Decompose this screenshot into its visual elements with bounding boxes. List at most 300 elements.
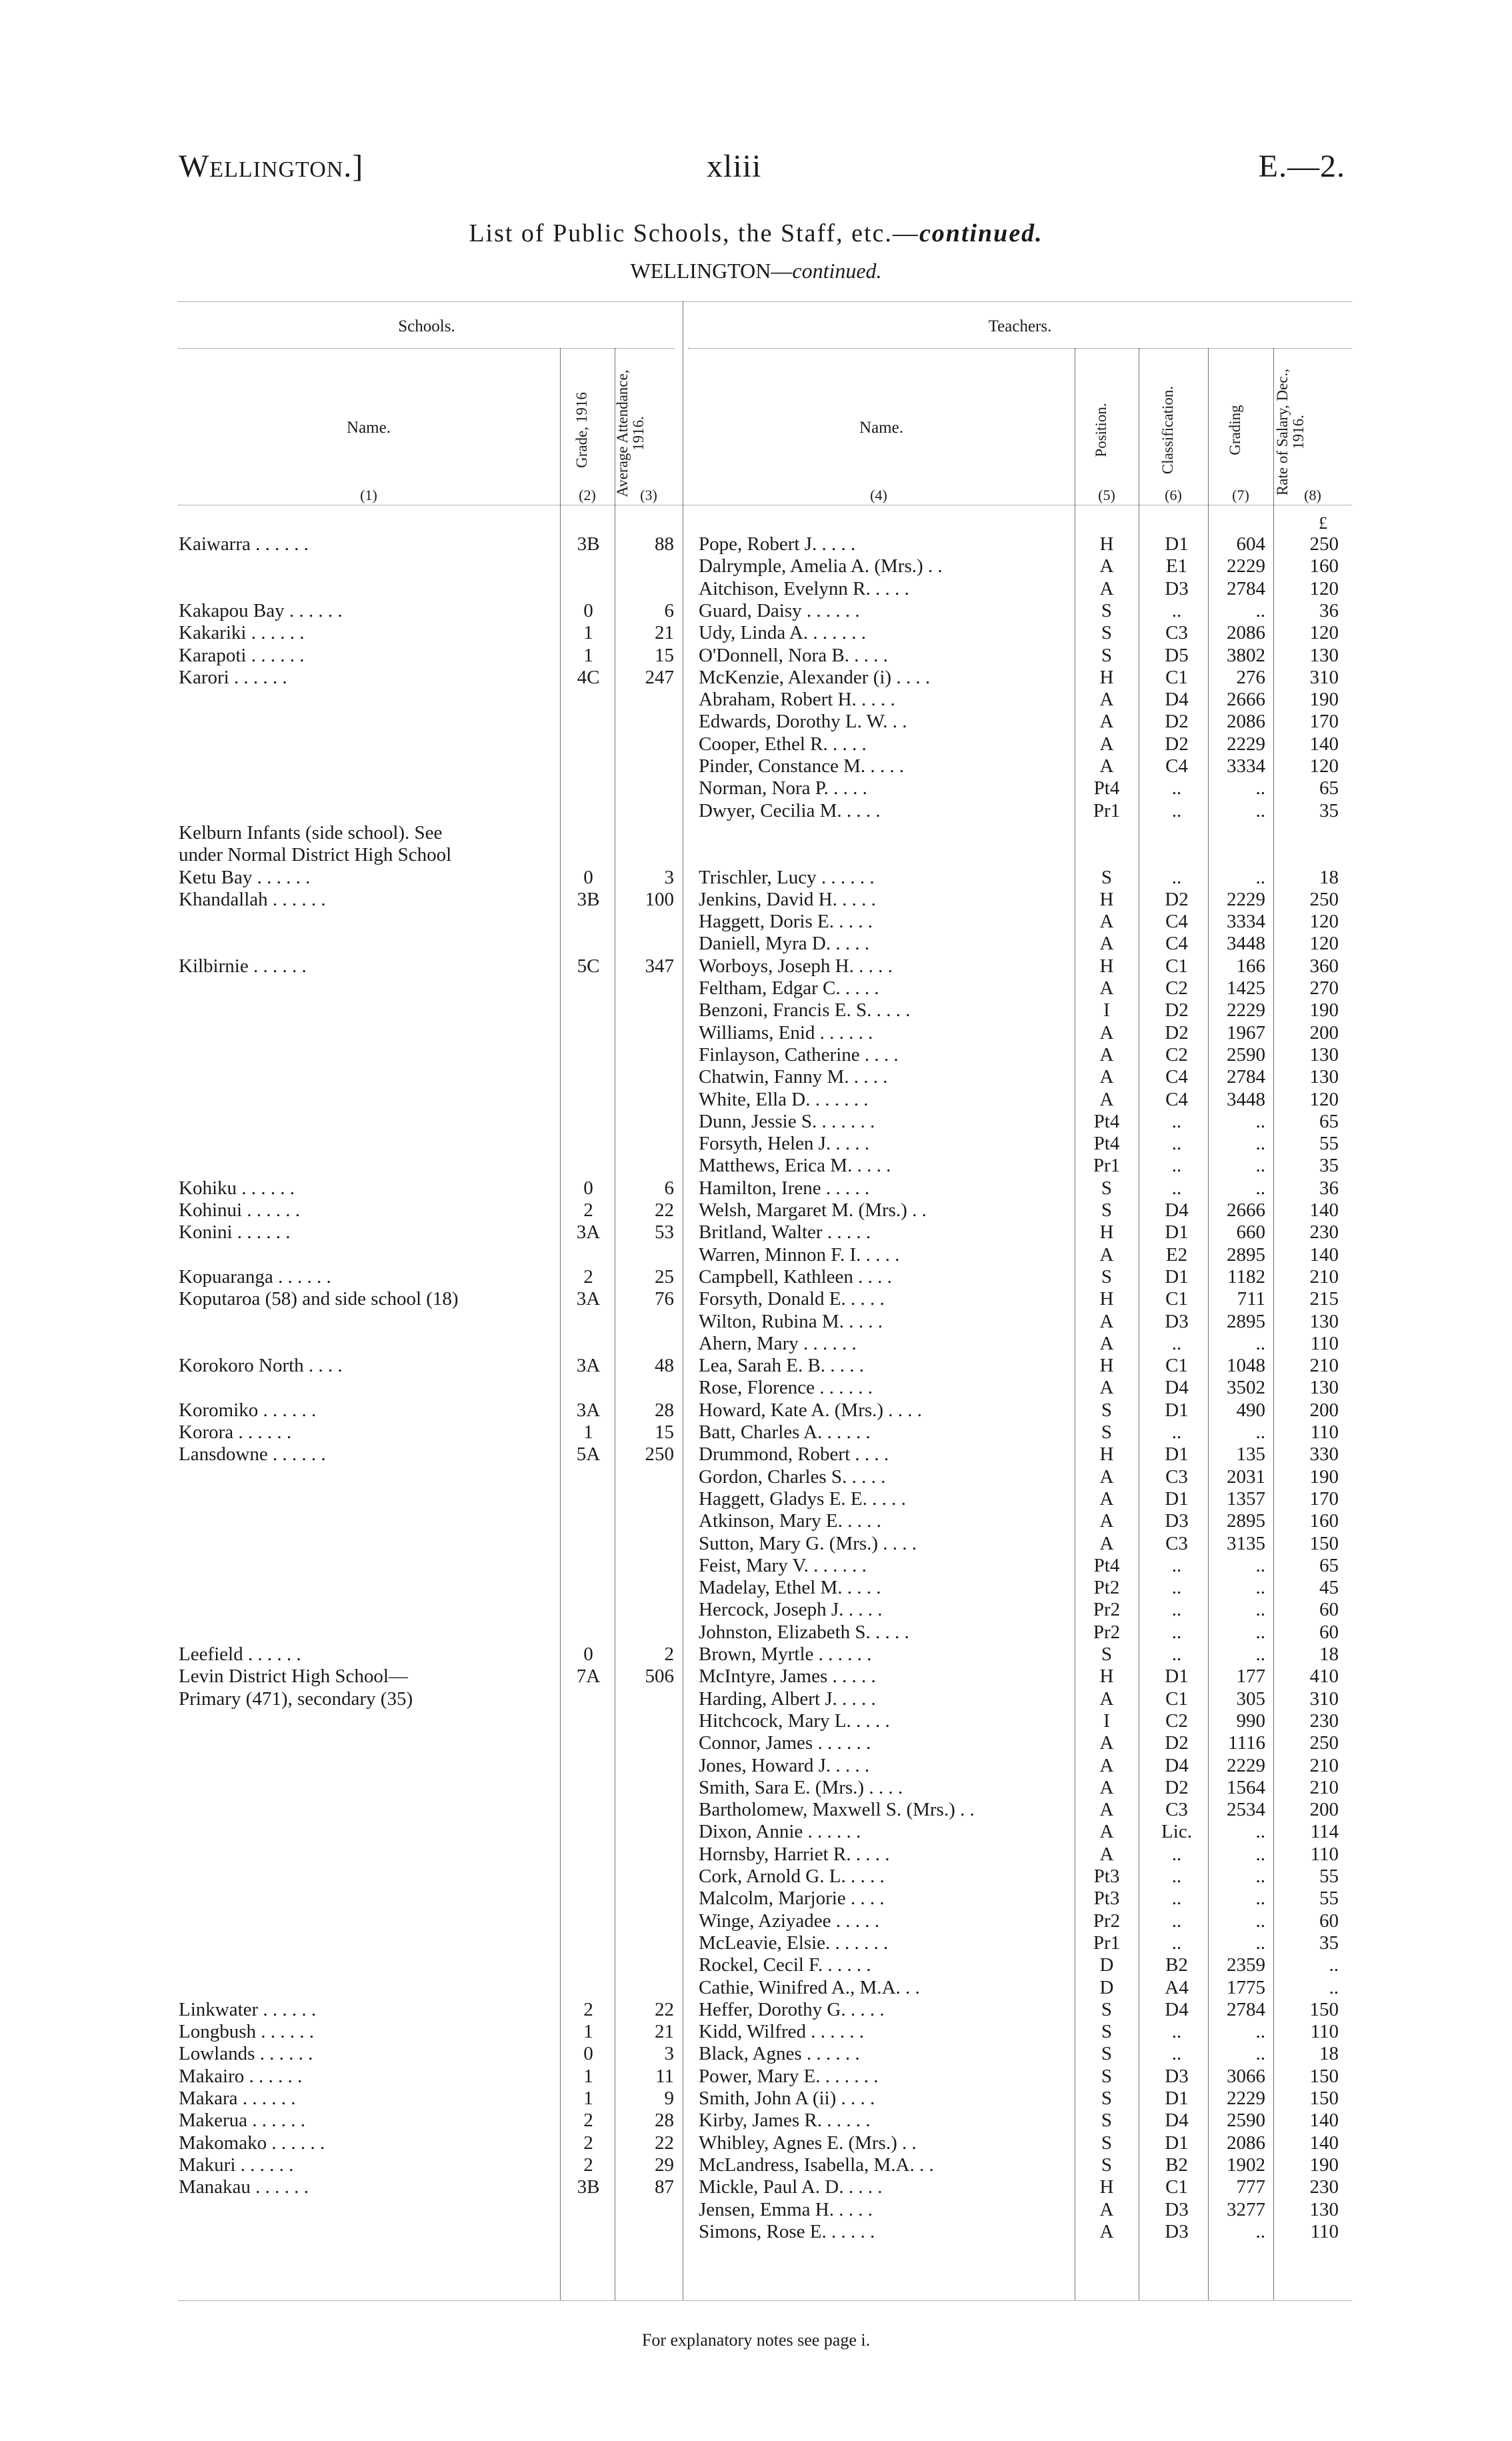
cell-classification: .. [1171, 2043, 1182, 2065]
cell-grading: 2031 [1227, 1466, 1265, 1488]
table-row [0, 1644, 1512, 1666]
cell-teacher-name: Warren, Minnon F. I. . . . . [699, 1244, 900, 1266]
cell-salary: 140 [1309, 2110, 1339, 2132]
cell-teacher-name: Feltham, Edgar C. . . . . [699, 977, 879, 999]
cell-salary: 120 [1309, 911, 1339, 933]
table-row [0, 844, 1512, 866]
cell-teacher-name: Haggett, Gladys E. E. . . . . [699, 1488, 906, 1510]
table-row [0, 1333, 1512, 1355]
cell-grading: 2229 [1227, 2088, 1265, 2109]
cell-position: A [1099, 1088, 1114, 1110]
cell-attendance: 6 [664, 1177, 674, 1199]
cell-position: A [1099, 2220, 1114, 2242]
cell-salary: 250 [1309, 888, 1339, 910]
cell-grading: .. [1255, 1554, 1265, 1576]
cell-position: Pt4 [1093, 777, 1120, 799]
cell-classification: D4 [1165, 1998, 1189, 2020]
cell-grading: 1967 [1227, 1021, 1265, 1043]
cell-grading: .. [1255, 1910, 1265, 1932]
cell-classification: .. [1171, 799, 1182, 821]
table-row [0, 1244, 1512, 1266]
cell-grade: 0 [583, 1177, 593, 1199]
table-row [0, 1222, 1512, 1244]
subtitle-main: WELLINGTON— [630, 259, 793, 283]
cell-teacher-name: Williams, Enid . . . . . . [699, 1021, 873, 1043]
cell-position: A [1099, 1843, 1114, 1865]
cell-teacher-name: Kidd, Wilfred . . . . . . [699, 2021, 864, 2043]
cell-position: S [1101, 1177, 1113, 1199]
cell-teacher-name: Hercock, Joseph J. . . . . [699, 1599, 883, 1621]
cell-salary: 210 [1309, 1355, 1339, 1377]
table-row [0, 1288, 1512, 1310]
cell-position: A [1099, 1821, 1114, 1843]
cell-teacher-name: Whibley, Agnes E. (Mrs.) . . [699, 2132, 917, 2154]
cell-salary: 130 [1309, 644, 1339, 666]
table-row [0, 1422, 1512, 1444]
cell-grading: 135 [1236, 1444, 1265, 1466]
cell-grade: 2 [583, 2110, 593, 2132]
teachers-group-rule [688, 348, 1352, 349]
cell-classification: D4 [1165, 2110, 1189, 2132]
cell-grading: 2590 [1227, 2110, 1265, 2132]
cell-teacher-name: Power, Mary E. . . . . . . [699, 2065, 879, 2087]
cell-grading: 2666 [1227, 1199, 1265, 1221]
cell-school-name: Makuri . . . . . . [179, 2154, 294, 2176]
cell-teacher-name: Pinder, Constance M. . . . . [699, 755, 905, 777]
cell-classification: D1 [1165, 1266, 1189, 1288]
cell-grading: 1116 [1228, 1732, 1265, 1754]
cell-classification: Lic. [1161, 1821, 1192, 1843]
cell-teacher-name: McKenzie, Alexander (i) . . . . [699, 666, 931, 688]
cell-grading: 3135 [1227, 1532, 1265, 1554]
cell-teacher-name: Jones, Howard J. . . . . [699, 1754, 870, 1776]
cell-teacher-name: Madelay, Ethel M. . . . . [699, 1577, 881, 1599]
cell-teacher-name: Rose, Florence . . . . . . [699, 1377, 873, 1399]
cell-grading: 3448 [1227, 933, 1265, 955]
cell-salary: 120 [1309, 577, 1339, 599]
cell-attendance: 347 [645, 955, 674, 977]
table-row [0, 1466, 1512, 1488]
cell-salary: 150 [1309, 2088, 1339, 2109]
cell-classification: B2 [1165, 1954, 1188, 1976]
cell-teacher-name: Forsyth, Donald E. . . . . [699, 1288, 885, 1310]
cell-position: A [1099, 1043, 1114, 1065]
page-title [0, 219, 1512, 248]
cell-salary: 60 [1319, 1599, 1339, 1621]
cell-position: Pt4 [1093, 1554, 1120, 1576]
cell-salary: 140 [1309, 733, 1339, 755]
cell-grading: 1902 [1227, 2154, 1265, 2176]
table-row [0, 2176, 1512, 2198]
table-row [0, 933, 1512, 955]
cell-grading: .. [1255, 1888, 1265, 1910]
table-row [0, 911, 1512, 933]
cell-school-name: Konini . . . . . . [179, 1222, 291, 1244]
table-row [0, 955, 1512, 977]
cell-attendance: 506 [645, 1666, 674, 1688]
cell-classification: .. [1171, 599, 1182, 621]
table-row [0, 711, 1512, 733]
cell-position: S [1101, 1399, 1113, 1421]
cell-position: H [1099, 533, 1114, 555]
classification-header: Classification. [1159, 385, 1176, 475]
cell-teacher-name: Worboys, Joseph H. . . . . [699, 955, 893, 977]
cell-school-name: Makara . . . . . . [179, 2088, 296, 2109]
cell-position: S [1101, 1644, 1113, 1665]
cell-teacher-name: Ahern, Mary . . . . . . [699, 1332, 857, 1354]
cell-grade: 0 [583, 866, 593, 888]
cell-classification: D1 [1165, 2132, 1189, 2154]
table-row [0, 533, 1512, 555]
table-row [0, 1177, 1512, 1199]
table-row [0, 755, 1512, 777]
cell-grading: 2359 [1227, 1954, 1265, 1976]
cell-classification: C4 [1165, 755, 1188, 777]
cell-teacher-name: Dwyer, Cecilia M. . . . . [699, 799, 881, 821]
cell-position: H [1099, 1222, 1114, 1244]
cell-classification: D2 [1165, 1021, 1189, 1043]
cell-grading: 2229 [1227, 999, 1265, 1021]
cell-salary: 360 [1309, 955, 1339, 977]
cell-attendance: 22 [655, 1199, 674, 1221]
table-row [0, 1022, 1512, 1044]
cell-teacher-name: Connor, James . . . . . . [699, 1732, 871, 1754]
cell-attendance: 6 [664, 599, 674, 621]
cell-salary: 55 [1319, 1888, 1339, 1910]
cell-teacher-name: Simons, Rose E. . . . . . [699, 2220, 875, 2242]
cell-classification: A4 [1165, 1976, 1189, 1998]
table-row [0, 1355, 1512, 1377]
cell-salary: 230 [1309, 1222, 1339, 1244]
cell-grading: 177 [1236, 1666, 1265, 1688]
cell-grading: .. [1255, 799, 1265, 821]
cell-school-name: Koputaroa (58) and side school (18) [179, 1288, 459, 1310]
table-row [0, 2154, 1512, 2176]
table-row [0, 622, 1512, 644]
cell-grading: .. [1255, 866, 1265, 888]
cell-position: A [1099, 1732, 1114, 1754]
cell-teacher-name: Finlayson, Catherine . . . . [699, 1043, 899, 1065]
cell-attendance: 22 [655, 2132, 674, 2154]
cell-salary: 150 [1309, 1998, 1339, 2020]
cell-teacher-name: Johnston, Elizabeth S. . . . . [699, 1621, 909, 1643]
cell-classification: C4 [1165, 1088, 1188, 1110]
cell-school-name: under Normal District High School [179, 844, 452, 866]
cell-classification: D1 [1165, 1666, 1189, 1688]
salary-header: Rate of Salary, Dec., 1916. [1274, 368, 1307, 496]
table-row [0, 2066, 1512, 2088]
cell-position: Pr1 [1093, 1155, 1121, 1177]
cell-attendance: 48 [655, 1355, 674, 1377]
cell-grade: 3B [577, 888, 600, 910]
cell-classification: D2 [1165, 1776, 1189, 1798]
table-row [0, 1111, 1512, 1133]
cell-teacher-name: Haggett, Doris E. . . . . [699, 911, 873, 933]
cell-salary: 250 [1309, 533, 1339, 555]
cell-salary: 330 [1309, 1444, 1339, 1466]
table-row [0, 1622, 1512, 1644]
cell-salary: 36 [1319, 599, 1339, 621]
cell-grading: .. [1255, 599, 1265, 621]
cell-position: S [1101, 2021, 1113, 2043]
cell-grading: .. [1255, 1155, 1265, 1177]
cell-attendance: 247 [645, 666, 674, 688]
cell-salary: 140 [1309, 1199, 1339, 1221]
cell-salary: 120 [1309, 755, 1339, 777]
cell-position: S [1101, 2132, 1113, 2154]
cell-school-name: Lowlands . . . . . . [179, 2043, 313, 2065]
cell-attendance: 100 [645, 888, 674, 910]
cell-position: Pr1 [1093, 799, 1121, 821]
cell-teacher-name: Dalrymple, Amelia A. (Mrs.) . . [699, 555, 943, 577]
table-bottom-rule [179, 2300, 1352, 2301]
cell-grading: 3448 [1227, 1088, 1265, 1110]
grading-header: Grading [1227, 405, 1243, 455]
cell-grade: 5C [577, 955, 600, 977]
table-row [0, 889, 1512, 911]
cell-grade: 0 [583, 1644, 593, 1665]
cell-salary: 210 [1309, 1266, 1339, 1288]
cell-position: H [1099, 1444, 1114, 1466]
table-row [0, 977, 1512, 999]
table-row [0, 800, 1512, 822]
cell-position: Pt4 [1093, 1133, 1120, 1155]
cell-grade: 5A [576, 1444, 601, 1466]
cell-grade: 1 [583, 2021, 593, 2043]
cell-salary: 110 [1310, 1332, 1339, 1354]
cell-attendance: 87 [655, 2176, 674, 2198]
cell-classification: C3 [1165, 622, 1188, 644]
cell-salary: 210 [1309, 1754, 1339, 1776]
cell-salary: 110 [1310, 1422, 1339, 1443]
cell-salary: 130 [1309, 1310, 1339, 1332]
cell-grading: 1048 [1227, 1355, 1265, 1377]
cell-grading: 1775 [1227, 1976, 1265, 1998]
cell-classification: C3 [1165, 1466, 1188, 1488]
cell-position: Pt3 [1093, 1866, 1120, 1887]
cell-teacher-name: Gordon, Charles S. . . . . [699, 1466, 886, 1488]
cell-attendance: 28 [655, 2110, 674, 2132]
cell-teacher-name: Cathie, Winifred A., M.A. . . [699, 1976, 920, 1998]
running-header-left: Wellington.] [179, 149, 364, 184]
cell-salary: 60 [1319, 1621, 1339, 1643]
cell-school-name: Kaiwarra . . . . . . [179, 533, 309, 555]
subtitle-continued: continued. [792, 259, 882, 283]
table-row [0, 1155, 1512, 1177]
cell-position: A [1099, 1799, 1114, 1821]
table-row [0, 1888, 1512, 1910]
cell-teacher-name: O'Donnell, Nora B. . . . . [699, 644, 888, 666]
cell-salary: 190 [1309, 999, 1339, 1021]
cell-classification: .. [1171, 1910, 1182, 1932]
teacher-name-header: Name. [859, 419, 903, 437]
cell-teacher-name: Udy, Linda A. . . . . . . [699, 622, 867, 644]
table-row [0, 777, 1512, 799]
cell-position: A [1099, 911, 1114, 933]
cell-classification: .. [1171, 1133, 1182, 1155]
cell-school-name: Primary (471), secondary (35) [179, 1688, 413, 1710]
cell-grading: 2666 [1227, 689, 1265, 711]
cell-salary: 35 [1319, 799, 1339, 821]
cell-school-name: Longbush . . . . . . [179, 2021, 314, 2043]
cell-grading: 2784 [1227, 1066, 1265, 1088]
cell-classification: E1 [1165, 555, 1188, 577]
cell-classification: D4 [1165, 1754, 1189, 1776]
cell-school-name: Makairo . . . . . . [179, 2065, 303, 2087]
cell-school-name: Leefield . . . . . . [179, 1644, 301, 1665]
cell-position: A [1099, 1776, 1114, 1798]
cell-school-name: Koromiko . . . . . . [179, 1399, 317, 1421]
cell-position: H [1099, 666, 1114, 688]
cell-teacher-name: Norman, Nora P. . . . . [699, 777, 867, 799]
cell-school-name: Manakau . . . . . . [179, 2176, 309, 2198]
cell-position: A [1099, 1244, 1114, 1266]
cell-salary: 130 [1309, 2198, 1339, 2220]
cell-position: A [1099, 1488, 1114, 1510]
cell-position: A [1099, 1688, 1114, 1710]
cell-grade: 1 [583, 644, 593, 666]
cell-teacher-name: Cooper, Ethel R. . . . . [699, 733, 867, 755]
cell-salary: 230 [1309, 2176, 1339, 2198]
cell-salary: 150 [1309, 2065, 1339, 2087]
cell-salary: 190 [1309, 1466, 1339, 1488]
cell-salary: 130 [1309, 1066, 1339, 1088]
cell-grading: 166 [1236, 955, 1265, 977]
cell-position: A [1099, 1466, 1114, 1488]
cell-teacher-name: Welsh, Margaret M. (Mrs.) . . [699, 1199, 927, 1221]
cell-position: A [1099, 1532, 1114, 1554]
cell-classification: .. [1171, 1621, 1182, 1643]
cell-position: Pt2 [1093, 1577, 1120, 1599]
cell-position: A [1099, 711, 1114, 733]
cell-position: A [1099, 1310, 1114, 1332]
table-row [0, 1821, 1512, 1843]
cell-grading: 660 [1236, 1222, 1265, 1244]
cell-grade: 3A [576, 1222, 601, 1244]
cell-salary: 35 [1319, 1932, 1339, 1954]
table-row [0, 1555, 1512, 1577]
cell-grade: 7A [576, 1666, 601, 1688]
cell-teacher-name: Black, Agnes . . . . . . [699, 2043, 860, 2065]
table-row [0, 600, 1512, 622]
cell-position: H [1099, 888, 1114, 910]
cell-salary: 120 [1309, 1088, 1339, 1110]
cell-teacher-name: Aitchison, Evelynn R. . . . . [699, 577, 909, 599]
cell-classification: D2 [1165, 1732, 1189, 1754]
cell-classification: C4 [1165, 933, 1188, 955]
cell-teacher-name: Sutton, Mary G. (Mrs.) . . . . [699, 1532, 917, 1554]
cell-attendance: 25 [655, 1266, 674, 1288]
cell-attendance: 3 [664, 866, 674, 888]
cell-attendance: 9 [664, 2088, 674, 2109]
cell-salary: 190 [1309, 689, 1339, 711]
cell-teacher-name: Chatwin, Fanny M. . . . . [699, 1066, 888, 1088]
table-row [0, 2199, 1512, 2221]
cell-school-name: Korora . . . . . . [179, 1422, 292, 1443]
cell-grade: 2 [583, 1998, 593, 2020]
cell-teacher-name: McIntyre, James . . . . . [699, 1666, 876, 1688]
cell-classification: .. [1171, 1932, 1182, 1954]
cell-salary: 35 [1319, 1155, 1339, 1177]
cell-position: Pt4 [1093, 1110, 1120, 1132]
cell-school-name: Kakapou Bay . . . . . . [179, 599, 343, 621]
cell-grading: .. [1255, 1177, 1265, 1199]
cell-teacher-name: Hamilton, Irene . . . . . [699, 1177, 870, 1199]
cell-teacher-name: Dixon, Annie . . . . . . [699, 1821, 861, 1843]
cell-salary: 18 [1319, 2043, 1339, 2065]
cell-position: S [1101, 2088, 1113, 2109]
table-row [0, 2021, 1512, 2043]
table-row [0, 2221, 1512, 2243]
cell-salary: 65 [1319, 777, 1339, 799]
school-name-header: Name. [347, 419, 391, 437]
cell-position: Pr1 [1093, 1932, 1121, 1954]
cell-attendance: 11 [655, 2065, 674, 2087]
cell-teacher-name: Cork, Arnold G. L. . . . . [699, 1866, 885, 1887]
table-row [0, 1533, 1512, 1555]
cell-classification: D3 [1165, 2220, 1189, 2242]
cell-grade: 3A [576, 1399, 601, 1421]
cell-school-name: Linkwater . . . . . . [179, 1998, 317, 2020]
cell-attendance: 22 [655, 1998, 674, 2020]
cell-teacher-name: Brown, Myrtle . . . . . . [699, 1644, 872, 1665]
cell-school-name: Makerua . . . . . . [179, 2110, 306, 2132]
cell-teacher-name: Daniell, Myra D. . . . . [699, 933, 870, 955]
cell-classification: .. [1171, 2021, 1182, 2043]
cell-school-name: Kohiku . . . . . . [179, 1177, 295, 1199]
cell-attendance: 29 [655, 2154, 674, 2176]
cell-school-name: Kilbirnie . . . . . . [179, 955, 307, 977]
cell-salary: 200 [1309, 1399, 1339, 1421]
cell-classification: .. [1171, 1577, 1182, 1599]
cell-position: A [1099, 1754, 1114, 1776]
table-row [0, 1732, 1512, 1754]
cell-position: A [1099, 733, 1114, 755]
cell-teacher-name: Heffer, Dorothy G. . . . . [699, 1998, 885, 2020]
cell-salary: 310 [1309, 1688, 1339, 1710]
cell-grading: .. [1255, 777, 1265, 799]
cell-school-name: Khandallah . . . . . . [179, 888, 326, 910]
cell-attendance: 88 [655, 533, 674, 555]
cell-teacher-name: Campbell, Kathleen . . . . [699, 1266, 892, 1288]
table-row [0, 2110, 1512, 2132]
cell-position: S [1101, 2065, 1113, 2087]
cell-attendance: 21 [655, 622, 674, 644]
table-row [0, 1844, 1512, 1866]
cell-position: H [1099, 955, 1114, 977]
cell-teacher-name: Dunn, Jessie S. . . . . . . [699, 1110, 875, 1132]
cell-position: Pr2 [1093, 1599, 1121, 1621]
cell-classification: C4 [1165, 1066, 1188, 1088]
cell-attendance: 15 [655, 1422, 674, 1443]
table-row [0, 1954, 1512, 1976]
title-main: List of Public Schools, the Staff, etc.— [469, 219, 919, 247]
cell-position: D [1099, 1976, 1114, 1998]
cell-teacher-name: Mickle, Paul A. D. . . . . [699, 2176, 883, 2198]
table-row [0, 822, 1512, 844]
cell-salary: 140 [1309, 2132, 1339, 2154]
cell-position: A [1099, 555, 1114, 577]
cell-school-name: Kelburn Infants (side school). See [179, 821, 443, 843]
col-num-1: (1) [360, 487, 377, 503]
col-num-5: (5) [1098, 487, 1115, 503]
cell-position: S [1101, 866, 1113, 888]
cell-salary: 170 [1309, 1488, 1339, 1510]
cell-classification: C3 [1165, 1799, 1188, 1821]
attendance-header: Average Attendance, 1916. [614, 369, 647, 497]
cell-teacher-name: White, Ella D. . . . . . . [699, 1088, 869, 1110]
cell-position: A [1099, 933, 1114, 955]
